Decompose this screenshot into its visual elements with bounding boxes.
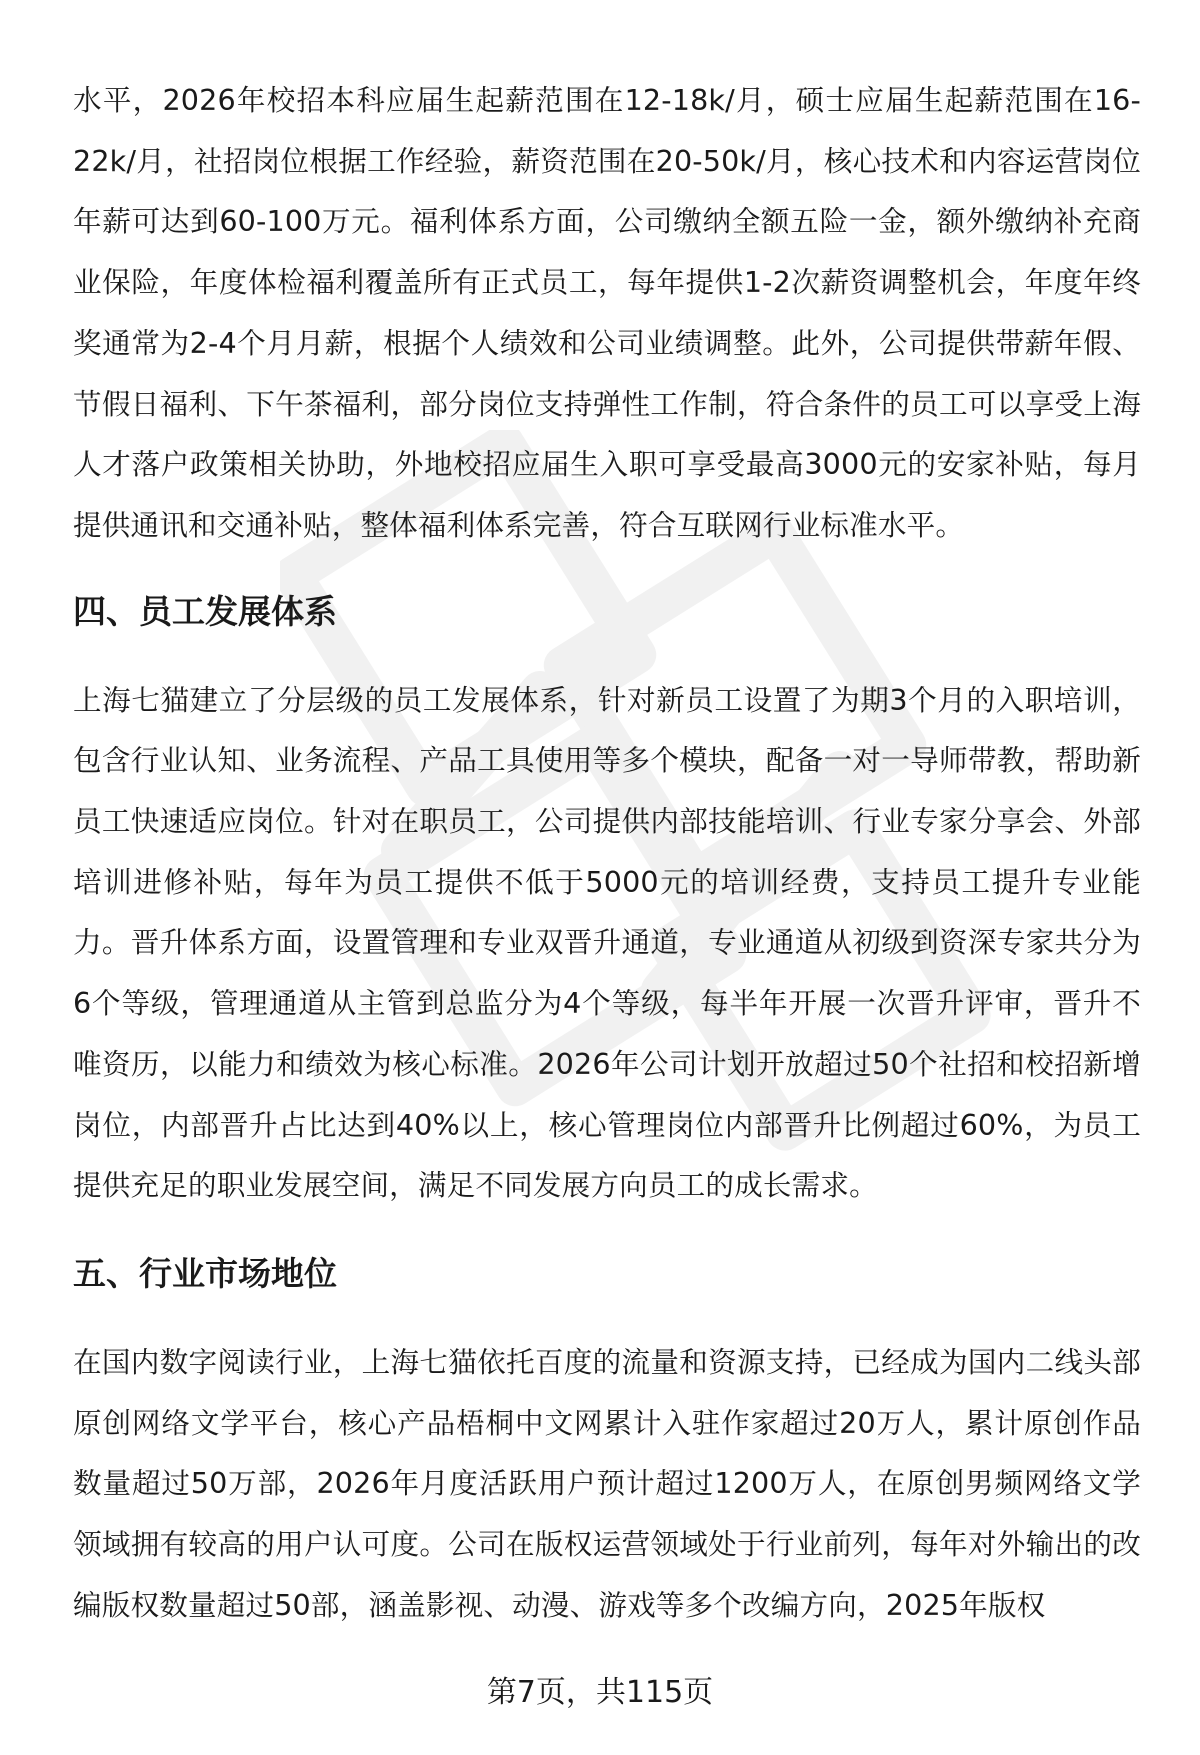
section-heading-market-position: 五、行业市场地位 bbox=[73, 1253, 337, 1293]
section-heading-employee-development: 四、员工发展体系 bbox=[73, 591, 337, 631]
employee-development-paragraph: 上海七猫建立了分层级的员工发展体系，针对新员工设置了为期3个月的入职培训，包含行业认知、业务流程、产品工具使用等多个模块，配备一对一导师带教，帮助新员工快速适应岗位。针对在职员工，公司提供内部技能培训、行业专家分享会、外部培训进修补贴，每年为员工提供不低于5000元的培训经费，支持员工提升专业能力。晋升体系方面，设置管理和专业双晋升通道，专业通道从初级到资深专家共分为6个等级，管理通道从主管到总监分为4个等级，每半年开展一次晋升评审，晋升不唯资历，以能力和绩效为核心标准。2026年公司计划开放超过50个社招和校招新增岗位，内部晋升占比达到40%以上，核心管理岗位内部晋升比例超过60%，为员工提供充足的职业发展空间，满足不同发展方向员工的成长需求。 bbox=[73, 682, 1141, 1203]
document-body bbox=[73, 70, 1141, 1635]
salary-benefits-paragraph: 水平，2026年校招本科应届生起薪范围在12-18k/月，硕士应届生起薪范围在16-22k/月，社招岗位根据工作经验，薪资范围在20-50k/月，核心技术和内容运营岗位年薪可达到60-100万元。福利体系方面，公司缴纳全额五险一金，额外缴纳补充商业保险，年度体检福利覆盖所有正式员工，每年提供1-2次薪资调整机会，年度年终奖通常为2-4个月月薪，根据个人绩效和公司业绩调整。此外，公司提供带薪年假、节假日福利、下午茶福利，部分岗位支持弹性工作制，符合条件的员工可以享受上海人才落户政策相关协助，外地校招应届生入职可享受最高3000元的安家补贴，每月提供通讯和交通补贴，整体福利体系完善，符合互联网行业标准水平。 bbox=[73, 83, 1141, 542]
market-position-paragraph: 在国内数字阅读行业，上海七猫依托百度的流量和资源支持，已经成为国内二线头部原创网络文学平台，核心产品梧桐中文网累计入驻作家超过20万人，累计原创作品数量超过50万部，2026年月度活跃用户预计超过1200万人，在原创男频网络文学领域拥有较高的用户认可度。公司在版权运营领域处于行业前列，每年对外输出的改编版权数量超过50部，涵盖影视、动漫、游戏等多个改编方向，2025年版权 bbox=[73, 1344, 1141, 1622]
page-number: 第7页，共115页 bbox=[486, 1675, 714, 1710]
